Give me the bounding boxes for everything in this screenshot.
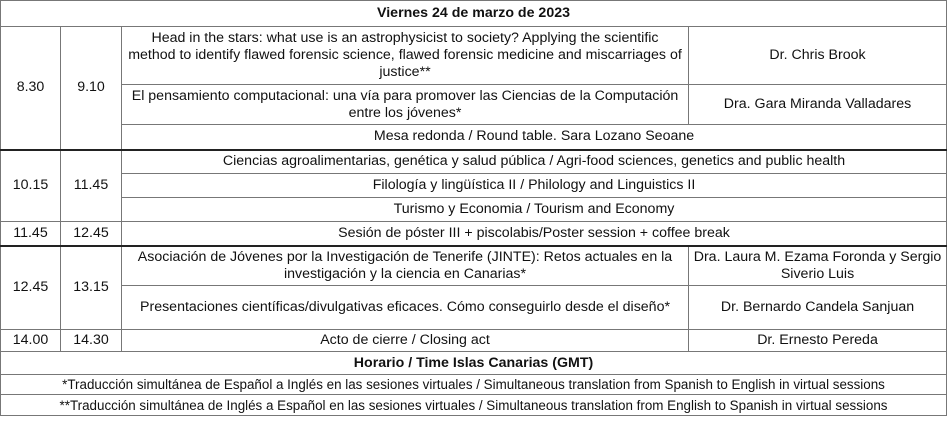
footer-row	[1, 352, 947, 375]
table-row	[1, 246, 947, 286]
table-row	[1, 198, 947, 222]
table-row	[1, 150, 947, 174]
talk-title: Mesa redonda / Round table. Sara Lozano Seoane	[122, 125, 947, 150]
end-time: 9.10	[61, 27, 122, 150]
footer-row	[1, 375, 947, 395]
session-title: Turismo y Economia / Tourism and Economy	[122, 198, 947, 222]
speaker-name: Dra. Laura M. Ezama Foronda y Sergio Siverio Luis	[689, 246, 947, 286]
footer-row	[1, 395, 947, 416]
session-title: Ciencias agroalimentarias, genética y salud pública / Agri-food sciences, genetics and public health	[122, 150, 947, 174]
session-title: Filología y lingüística II / Philology and Linguistics II	[122, 174, 947, 198]
session-title: Sesión de póster III + piscolabis/Poster session + coffee break	[122, 222, 947, 246]
table-row	[1, 174, 947, 198]
date-header: Viernes 24 de marzo de 2023	[1, 1, 947, 27]
table-row	[1, 85, 947, 125]
talk-title: Asociación de Jóvenes por la Investigación de Tenerife (JINTE): Retos actuales en la investigación y la ciencia en Canarias*	[122, 246, 689, 286]
end-time: 13.15	[61, 246, 122, 330]
table-row	[1, 286, 947, 330]
table-row	[1, 27, 947, 85]
talk-title: Presentaciones científicas/divulgativas eficaces. Cómo conseguirlo desde el diseño*	[122, 286, 689, 330]
table-row	[1, 330, 947, 352]
talk-title: Head in the stars: what use is an astrophysicist to society? Applying the scientific method to identify flawed forensic science, flawed forensic medicine and miscarriages of justice**	[122, 27, 689, 85]
start-time: 11.45	[1, 222, 61, 246]
speaker-name: Dr. Chris Brook	[689, 27, 947, 85]
date-header-row	[1, 1, 947, 27]
table-row	[1, 222, 947, 246]
start-time: 12.45	[1, 246, 61, 330]
end-time: 11.45	[61, 150, 122, 222]
start-time: 8.30	[1, 27, 61, 150]
start-time: 10.15	[1, 150, 61, 222]
end-time: 12.45	[61, 222, 122, 246]
table-row	[1, 125, 947, 150]
timezone-note: Horario / Time Islas Canarias (GMT)	[1, 352, 947, 375]
speaker-name: Dra. Gara Miranda Valladares	[689, 85, 947, 125]
translation-note-2: **Traducción simultánea de Inglés a Español en las sesiones virtuales / Simultaneous translation from English to Spanish in virtual sessions	[1, 395, 947, 416]
talk-title: El pensamiento computacional: una vía para promover las Ciencias de la Computación entre los jóvenes*	[122, 85, 689, 125]
speaker-name: Dr. Bernardo Candela Sanjuan	[689, 286, 947, 330]
translation-note-1: *Traducción simultánea de Español a Inglés en las sesiones virtuales / Simultaneous translation from Spanish to English in virtual sessions	[1, 375, 947, 395]
talk-title: Acto de cierre / Closing act	[122, 330, 689, 352]
end-time: 14.30	[61, 330, 122, 352]
speaker-name: Dr. Ernesto Pereda	[689, 330, 947, 352]
start-time: 14.00	[1, 330, 61, 352]
